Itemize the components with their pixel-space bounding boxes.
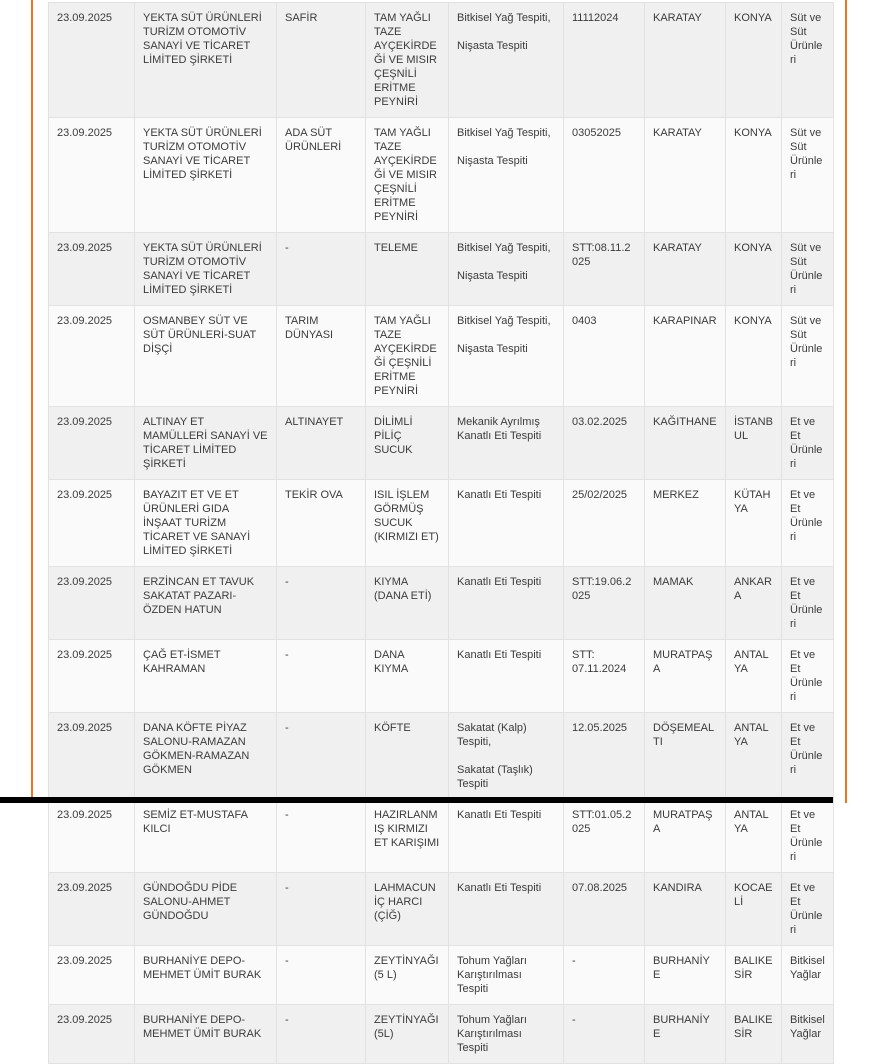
cell-brand: - xyxy=(277,233,366,306)
table-row xyxy=(49,407,834,480)
table-row xyxy=(49,480,834,567)
cell-batch: 0403 xyxy=(564,306,645,407)
cell-district: KANDIRA xyxy=(645,873,726,946)
finding-text: Kanatlı Eti Tespiti xyxy=(457,489,542,501)
cell-product: ZEYTİNYAĞI (5 L) xyxy=(366,946,449,1005)
inspection-table xyxy=(48,2,834,1064)
cell-brand: - xyxy=(277,640,366,713)
cell-product: TAM YAĞLI TAZE AYÇEKİRDEĞİ ÇEŞNİLİ ERİTME PEYNİRİ xyxy=(366,306,449,407)
finding-text: Nişasta Tespiti xyxy=(457,270,528,282)
cell-district: MERKEZ xyxy=(645,480,726,567)
cell-city: ANKARA xyxy=(726,567,782,640)
finding-text: Mekanik Ayrılmış Kanatlı Eti Tespiti xyxy=(457,416,542,442)
table-row xyxy=(49,640,834,713)
cell-company: ALTINAY ET MAMÜLLERİ SANAYİ VE TİCARET LİMİTED ŞİRKETİ xyxy=(135,407,277,480)
cell-findings xyxy=(449,800,564,873)
table-row xyxy=(49,873,834,946)
cell-date: 23.09.2025 xyxy=(49,640,135,713)
cell-batch: STT: 07.11.2024 xyxy=(564,640,645,713)
cell-batch: 03052025 xyxy=(564,118,645,233)
right-accent-line xyxy=(845,0,847,803)
cell-group: Bitkisel Yağlar xyxy=(782,1005,834,1064)
cell-brand: - xyxy=(277,713,366,800)
cell-district: KARATAY xyxy=(645,118,726,233)
cell-date: 23.09.2025 xyxy=(49,713,135,800)
table-row xyxy=(49,946,834,1005)
cell-company: ERZİNCAN ET TAVUK SAKATAT PAZARI-ÖZDEN HATUN xyxy=(135,567,277,640)
finding-text: Kanatlı Eti Tespiti xyxy=(457,882,542,894)
cell-date: 23.09.2025 xyxy=(49,407,135,480)
cell-group: Süt ve Süt Ürünleri xyxy=(782,3,834,118)
finding-text: Tohum Yağları Karıştırılması Tespiti xyxy=(457,955,527,995)
finding-text: Bitkisel Yağ Tespiti, xyxy=(457,315,551,327)
cell-group: Süt ve Süt Ürünleri xyxy=(782,118,834,233)
cell-city: KONYA xyxy=(726,3,782,118)
cell-brand: ADA SÜT ÜRÜNLERİ xyxy=(277,118,366,233)
cell-product: DANA KIYMA xyxy=(366,640,449,713)
cell-date: 23.09.2025 xyxy=(49,1005,135,1064)
cell-findings xyxy=(449,233,564,306)
table-row xyxy=(49,800,834,873)
cell-product: TAM YAĞLI TAZE AYÇEKİRDEĞİ VE MISIR ÇEŞNİLİ ERİTME PEYNİRİ xyxy=(366,118,449,233)
cell-brand: - xyxy=(277,946,366,1005)
cell-district: MURATPAŞA xyxy=(645,800,726,873)
cell-company: OSMANBEY SÜT VE SÜT ÜRÜNLERİ-SUAT DİŞÇİ xyxy=(135,306,277,407)
cell-company: YEKTA SÜT ÜRÜNLERİ TURİZM OTOMOTİV SANAYİ VE TİCARET LİMİTED ŞİRKETİ xyxy=(135,118,277,233)
table-row xyxy=(49,713,834,800)
cell-findings xyxy=(449,407,564,480)
cell-findings xyxy=(449,873,564,946)
cell-brand: ALTINAYET xyxy=(277,407,366,480)
cell-district: KARATAY xyxy=(645,233,726,306)
cell-city: ANTALYA xyxy=(726,800,782,873)
cell-product: ISIL İŞLEM GÖRMÜŞ SUCUK (KIRMIZI ET) xyxy=(366,480,449,567)
cell-product: DİLİMLİ PİLİÇ SUCUK xyxy=(366,407,449,480)
cell-findings xyxy=(449,640,564,713)
cell-group: Et ve Et Ürünleri xyxy=(782,407,834,480)
cell-company: DANA KÖFTE PİYAZ SALONU-RAMAZAN GÖKMEN-RAMAZAN GÖKMEN xyxy=(135,713,277,800)
cell-company: GÜNDOĞDU PİDE SALONU-AHMET GÜNDOĞDU xyxy=(135,873,277,946)
cell-company: ÇAĞ ET-İSMET KAHRAMAN xyxy=(135,640,277,713)
cell-findings xyxy=(449,480,564,567)
cell-batch: STT:19.06.2025 xyxy=(564,567,645,640)
inspection-table-body xyxy=(49,3,834,1064)
cell-city: ANTALYA xyxy=(726,713,782,800)
cell-date: 23.09.2025 xyxy=(49,233,135,306)
cell-company: SEMİZ ET-MUSTAFA KILCI xyxy=(135,800,277,873)
cell-company: YEKTA SÜT ÜRÜNLERİ TURİZM OTOMOTİV SANAYİ VE TİCARET LİMİTED ŞİRKETİ xyxy=(135,233,277,306)
cell-city: BALIKESİR xyxy=(726,1005,782,1064)
finding-text: Kanatlı Eti Tespiti xyxy=(457,649,542,661)
cell-date: 23.09.2025 xyxy=(49,118,135,233)
cell-batch: 25/02/2025 xyxy=(564,480,645,567)
table-row xyxy=(49,306,834,407)
finding-text: Nişasta Tespiti xyxy=(457,343,528,355)
cell-city: KOCAELİ xyxy=(726,873,782,946)
cell-date: 23.09.2025 xyxy=(49,873,135,946)
cell-findings xyxy=(449,946,564,1005)
finding-text: Bitkisel Yağ Tespiti, xyxy=(457,12,551,24)
cell-date: 23.09.2025 xyxy=(49,3,135,118)
cell-city: KONYA xyxy=(726,233,782,306)
cell-date: 23.09.2025 xyxy=(49,480,135,567)
cell-product: LAHMACUN İÇ HARCI (ÇİĞ) xyxy=(366,873,449,946)
cell-brand: - xyxy=(277,800,366,873)
cell-batch: - xyxy=(564,946,645,1005)
cell-date: 23.09.2025 xyxy=(49,567,135,640)
table-row xyxy=(49,567,834,640)
cell-product: TELEME xyxy=(366,233,449,306)
finding-text: Sakatat (Taşlık) Tespiti xyxy=(457,764,533,790)
cell-findings xyxy=(449,118,564,233)
cell-group: Et ve Et Ürünleri xyxy=(782,713,834,800)
cell-batch: 12.05.2025 xyxy=(564,713,645,800)
cell-brand: - xyxy=(277,567,366,640)
cell-batch: 11112024 xyxy=(564,3,645,118)
cell-group: Et ve Et Ürünleri xyxy=(782,873,834,946)
cell-district: DÖŞEMEALTI xyxy=(645,713,726,800)
inspection-table-container xyxy=(48,0,834,1054)
finding-text: Sakatat (Kalp) Tespiti, xyxy=(457,722,527,748)
cell-product: KÖFTE xyxy=(366,713,449,800)
finding-text: Tohum Yağları Karıştırılması Tespiti xyxy=(457,1014,527,1054)
cell-city: KÜTAHYA xyxy=(726,480,782,567)
cell-group: Et ve Et Ürünleri xyxy=(782,800,834,873)
cell-city: KONYA xyxy=(726,306,782,407)
cell-brand: TARIM DÜNYASI xyxy=(277,306,366,407)
cell-city: KONYA xyxy=(726,118,782,233)
cell-company: YEKTA SÜT ÜRÜNLERİ TURİZM OTOMOTİV SANAYİ VE TİCARET LİMİTED ŞİRKETİ xyxy=(135,3,277,118)
finding-text: Nişasta Tespiti xyxy=(457,40,528,52)
cell-date: 23.09.2025 xyxy=(49,800,135,873)
table-row xyxy=(49,233,834,306)
cell-product: TAM YAĞLI TAZE AYÇEKİRDEĞİ VE MISIR ÇEŞNİLİ ERİTME PEYNİRİ xyxy=(366,3,449,118)
cell-batch: 07.08.2025 xyxy=(564,873,645,946)
cell-city: İSTANBUL xyxy=(726,407,782,480)
cell-findings xyxy=(449,3,564,118)
cell-company: BURHANİYE DEPO-MEHMET ÜMİT BURAK xyxy=(135,946,277,1005)
cell-date: 23.09.2025 xyxy=(49,946,135,1005)
cell-group: Bitkisel Yağlar xyxy=(782,946,834,1005)
cell-batch: STT:08.11.2025 xyxy=(564,233,645,306)
cell-product: HAZIRLANMIŞ KIRMIZI ET KARIŞIMI xyxy=(366,800,449,873)
cell-group: Süt ve Süt Ürünleri xyxy=(782,233,834,306)
cell-product: ZEYTİNYAĞI (5L) xyxy=(366,1005,449,1064)
table-row xyxy=(49,3,834,118)
cell-findings xyxy=(449,713,564,800)
cell-district: KARAPINAR xyxy=(645,306,726,407)
cell-findings xyxy=(449,306,564,407)
cell-date: 23.09.2025 xyxy=(49,306,135,407)
bottom-divider-bar xyxy=(0,797,833,803)
table-row xyxy=(49,1005,834,1064)
cell-findings xyxy=(449,1005,564,1064)
cell-group: Et ve Et Ürünleri xyxy=(782,480,834,567)
finding-text: Nişasta Tespiti xyxy=(457,155,528,167)
cell-brand: TEKİR OVA xyxy=(277,480,366,567)
cell-city: BALIKESİR xyxy=(726,946,782,1005)
cell-district: KAĞITHANE xyxy=(645,407,726,480)
cell-city: ANTALYA xyxy=(726,640,782,713)
cell-findings xyxy=(449,567,564,640)
left-accent-line xyxy=(31,0,33,797)
finding-text: Kanatlı Eti Tespiti xyxy=(457,809,542,821)
cell-brand: SAFİR xyxy=(277,3,366,118)
cell-product: KIYMA (DANA ETİ) xyxy=(366,567,449,640)
cell-batch: - xyxy=(564,1005,645,1064)
finding-text: Bitkisel Yağ Tespiti, xyxy=(457,127,551,139)
cell-district: BURHANİYE xyxy=(645,1005,726,1064)
finding-text: Kanatlı Eti Tespiti xyxy=(457,576,542,588)
finding-text: Bitkisel Yağ Tespiti, xyxy=(457,242,551,254)
cell-brand: - xyxy=(277,1005,366,1064)
cell-district: BURHANİYE xyxy=(645,946,726,1005)
cell-batch: 03.02.2025 xyxy=(564,407,645,480)
cell-district: MAMAK xyxy=(645,567,726,640)
cell-district: MURATPAŞA xyxy=(645,640,726,713)
cell-group: Süt ve Süt Ürünleri xyxy=(782,306,834,407)
cell-district: KARATAY xyxy=(645,3,726,118)
cell-brand: - xyxy=(277,873,366,946)
cell-group: Et ve Et Ürünleri xyxy=(782,640,834,713)
table-row xyxy=(49,118,834,233)
cell-company: BURHANİYE DEPO-MEHMET ÜMİT BURAK xyxy=(135,1005,277,1064)
cell-company: BAYAZIT ET VE ET ÜRÜNLERİ GIDA İNŞAAT TURİZM TİCARET VE SANAYİ LİMİTED ŞİRKETİ xyxy=(135,480,277,567)
cell-batch: STT:01.05.2025 xyxy=(564,800,645,873)
cell-group: Et ve Et Ürünleri xyxy=(782,567,834,640)
